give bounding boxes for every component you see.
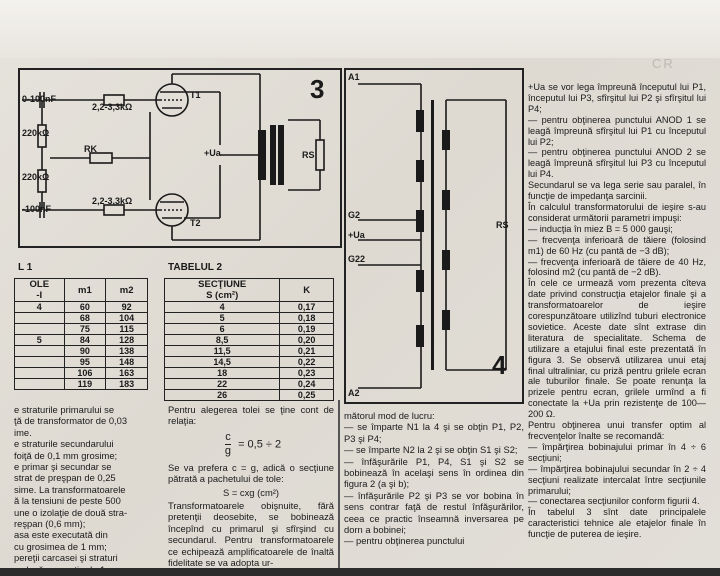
table-2-row xyxy=(165,357,334,368)
formula-section: S = cxg (cm²) xyxy=(223,486,279,498)
table-1-body xyxy=(15,302,148,390)
table-1-cell: 75 xyxy=(64,324,106,335)
col3-line: — se împarte N2 la 2 şi se obţin S1 şi S2; xyxy=(344,444,518,456)
col3-line: — se împarte N1 la 4 şi se obţin P1, P2, P3 şi P4; xyxy=(344,421,524,444)
table-1-cell: 138 xyxy=(106,346,148,357)
table-2-header: K xyxy=(280,279,334,302)
fig4-g22: G22 xyxy=(348,254,366,264)
table-1-header: m1 xyxy=(64,279,106,302)
col3-line: mătorul mod de lucru: xyxy=(344,410,435,421)
table-1-header: m2 xyxy=(106,279,148,302)
formula-ratio xyxy=(168,431,334,458)
fig4-g2: G2 xyxy=(348,210,361,220)
col1-line: ţă de transformator de 0,03 xyxy=(14,415,128,427)
table-2-row xyxy=(165,302,334,313)
top-strip-text: CR xyxy=(652,56,675,71)
table-1-cell: 5 xyxy=(15,335,65,346)
col1-line: pereţii carcasei şi straturi xyxy=(14,552,118,564)
table-2-cell: 26 xyxy=(165,390,280,401)
fig3-res-top: 2,2-3,3kΩ xyxy=(92,102,133,112)
text-column-2 xyxy=(168,404,334,568)
col1-line: e straturile primarului se xyxy=(14,404,115,415)
fig4-ua: +Ua xyxy=(348,230,365,240)
table-2-cell: 22 xyxy=(165,379,280,390)
table-1-cell: 148 xyxy=(106,357,148,368)
table-1-row xyxy=(15,313,148,324)
table-1-cell xyxy=(15,368,65,379)
col4-line: Pentru obţinerea unui transfer optim al frecvenţelor înalte se recomandă: xyxy=(528,420,706,441)
table-1-cell: 163 xyxy=(106,368,148,379)
col3-line: — pentru obţinerea punctului xyxy=(344,535,465,547)
col1-line: reşpan (0,6 mm); xyxy=(14,518,86,530)
text-column-3 xyxy=(344,410,524,547)
fig3-rk: RK xyxy=(84,144,97,154)
table-1-cell xyxy=(15,379,65,390)
col2-paragraph-1: Pentru alegerea tolei se ţine cont de relaţia: xyxy=(168,404,334,427)
fig3-ua: +Ua xyxy=(204,148,221,158)
col4-line: — frecvenţa inferioară de tăiere (folosind m1) de 60 Hz (cu pantă de −3 dB); xyxy=(528,234,706,256)
table-2-row xyxy=(165,368,334,379)
column-divider xyxy=(338,400,340,570)
table-1-cell: 68 xyxy=(64,313,106,324)
table-2-row xyxy=(165,346,334,357)
col1-line: ime. xyxy=(14,426,32,438)
table-2-cell: 5 xyxy=(165,313,280,324)
col3-line: — înfăşurările P2 şi P3 se vor bobina în sens contrar faţă de restul înfăşurărilor, ceea ce practic înseamnă inversarea pe dorn a bobinei; xyxy=(344,489,524,536)
table-1-row xyxy=(15,302,148,313)
table-1-cell: 128 xyxy=(106,335,148,346)
formula-fraction xyxy=(225,431,231,458)
table-2-cell: 6 xyxy=(165,324,280,335)
text-column-1 xyxy=(14,404,150,575)
formula-numerator: c xyxy=(225,430,231,443)
table-1-header: OLE -I xyxy=(15,279,65,302)
fig4-a2: A2 xyxy=(348,388,360,398)
col1-line: ă la tensiuni de peste 500 xyxy=(14,495,121,507)
table-2-row xyxy=(165,335,334,346)
table-1-cell: 104 xyxy=(106,313,148,324)
table-1-row xyxy=(15,357,148,368)
table-2-cell: 0,19 xyxy=(280,324,334,335)
fig3-res-bottom: 2,2-3,3kΩ xyxy=(92,196,133,206)
figure-3-drawing xyxy=(20,70,340,246)
col2-paragraph-3: Transformatoarele obişnuite, fără pretenţii deosebite, se bobinează începînd cu primarul şi sfîrşind cu secundarul. Pentru transformatoarele ce echipează amplificatoarele de înaltă fidelitate se va adopta ur- xyxy=(168,500,334,569)
table-1-cell: 106 xyxy=(64,368,106,379)
fig4-rs: RS xyxy=(496,220,509,230)
col4-line: În calculul transformatorului de ieşire s-au considerat următorii parametri impuşi: xyxy=(528,201,706,223)
table-1-row xyxy=(15,379,148,390)
table-1-cell: 115 xyxy=(106,324,148,335)
table-2-body xyxy=(165,302,334,401)
fig4-a1: A1 xyxy=(348,72,360,82)
col1-line: e straturile secundarului xyxy=(14,438,114,450)
col4-line: În tabelul 3 sînt date principalele caracteristici tehnice ale etajelor finale în funcţie de puterea de ieşire. xyxy=(528,507,706,540)
table-1-cell xyxy=(15,357,65,368)
table-2-cell: 0,20 xyxy=(280,335,334,346)
col4-line: În cele ce urmează vom prezenta cîteva date privind construcţia etajelor finale şi a transformatoarelor de ieşire corespunzătoare utilizînd tuburi electronice sovietice. Aceste date sînt extrase din literatura de specialitate. Schema de utilizare a etajului final este prezentată în figura 3. Se observă utilizarea unui etaj final ultraliniar, cu prizǎ pentru grilele ecran ale tuburilor finale. Se poate renunţa la prizele pentru ecran, grilele urmînd a fi conectate la +Ua prin rezistenţe de 100—200 Ω. xyxy=(528,278,706,420)
table-2-header: SECŢIUNE S (cm²) xyxy=(165,279,280,302)
table-1-cell: 4 xyxy=(15,302,65,313)
table-2-cell: 0,25 xyxy=(280,390,334,401)
fig3-rs: RS xyxy=(302,150,315,160)
table-2-cell: 0,17 xyxy=(280,302,334,313)
table-1-row xyxy=(15,324,148,335)
table-1-row xyxy=(15,346,148,357)
table-2 xyxy=(164,278,334,401)
bottom-rule xyxy=(0,568,720,576)
col4-line: — împărţirea bobinajului primar în 4 ÷ 6 secţiuni; xyxy=(528,441,706,463)
col1-line: cu grosimea de 1 mm; xyxy=(14,540,107,552)
fig3-tube-2: T2 xyxy=(190,218,201,228)
fig3-tube-1: T1 xyxy=(190,90,201,100)
table-2-row xyxy=(165,324,334,335)
table-1-cell: 90 xyxy=(64,346,106,357)
table-2-cell: 0,21 xyxy=(280,346,334,357)
top-strip xyxy=(0,0,720,58)
col2-paragraph-2: Se va prefera c = g, adică o secţiune pătrată a pachetului de tole: xyxy=(168,461,334,485)
formula-denominator: g xyxy=(224,444,231,457)
col1-line: strat de preşpan de 0,25 xyxy=(14,472,116,484)
table-2-cell: 8,5 xyxy=(165,335,280,346)
col4-line: — conectarea secţiunilor conform figurii 4. xyxy=(528,496,700,507)
table-1-cell: 95 xyxy=(64,357,106,368)
figure-3-schematic xyxy=(18,68,342,248)
table-1-cell xyxy=(15,324,65,335)
table-1-cell xyxy=(15,313,65,324)
fig3-cap-bottom: -100nF xyxy=(22,204,52,214)
table-2-cell: 14,5 xyxy=(165,357,280,368)
table-2-cell: 4 xyxy=(165,302,280,313)
table-1-cell: 60 xyxy=(64,302,106,313)
table-2-cell: 0,23 xyxy=(280,368,334,379)
table-2-cell: 0,22 xyxy=(280,357,334,368)
fig3-cap-top: 0-100nF xyxy=(22,94,57,104)
table-1-row xyxy=(15,335,148,346)
table-1-title: L 1 xyxy=(18,262,33,273)
table-1-cell: 183 xyxy=(106,379,148,390)
col4-line: — pentru obţinerea punctului ANOD 2 se leagă împreună sfîrşitul lui P3 cu începutul lui P4. xyxy=(528,147,706,180)
table-2-row xyxy=(165,390,334,401)
table-1 xyxy=(14,278,148,390)
table-2-row xyxy=(165,379,334,390)
figure-3-number: 3 xyxy=(310,74,325,104)
col4-line: — inducţia în miez B = 5 000 gauşi; xyxy=(528,223,673,234)
table-2-cell: 0,24 xyxy=(280,379,334,390)
table-2-cell: 0,18 xyxy=(280,313,334,324)
table-1-cell: 92 xyxy=(106,302,148,313)
col1-line: foiţă de 0,1 mm grosime; xyxy=(14,449,118,461)
col4-line: — împărţirea bobinajului secundar în 2 ÷ 4 secţiuni realizate intercalat între secţiunile primarului; xyxy=(528,463,706,496)
formula-rhs: = 0,5 ÷ 2 xyxy=(238,438,282,451)
col3-line: — înfăşurările P1, P4, S1 şi S2 se bobinează în acelaşi sens în ordinea din figura 2 (a şi b); xyxy=(344,455,524,490)
figure-4-schematic xyxy=(344,68,524,404)
col1-line: une o izolaţie de două stra- xyxy=(14,506,128,518)
col4-line: Secundarul se va lega serie sau paralel, în funcţie de impedanţa sarcinii. xyxy=(528,180,706,202)
col4-line: +Ua se vor lega împreună începutul lui P1, începutul lui P3, sfîrşitul lui P2 şi sfîrşitul lui P4; xyxy=(528,82,706,114)
table-2-cell: 11,5 xyxy=(165,346,280,357)
col4-line: — pentru obţinerea punctului ANOD 1 se leagă împreună sfîrşitul lui P1 cu începutul lui P2; xyxy=(528,114,706,147)
col1-line: e primar şi secundar se xyxy=(14,461,112,473)
text-column-4 xyxy=(528,82,706,540)
fig3-res-left: 220kΩ xyxy=(22,128,50,138)
table-2-title: TABELUL 2 xyxy=(168,262,223,273)
table-1-cell: 119 xyxy=(64,379,106,390)
col4-line: — frecvenţa inferioară de tăiere de 40 Hz, folosind m2 (cu pantă de −2 dB). xyxy=(528,256,706,278)
col1-line: sime. La transformatoarele xyxy=(14,483,126,495)
table-1-cell: 84 xyxy=(64,335,106,346)
figure-4-number: 4 xyxy=(492,350,507,380)
table-2-row xyxy=(165,313,334,324)
table-2-cell: 18 xyxy=(165,368,280,379)
fig3-res-left2: 220kΩ xyxy=(22,172,50,182)
col1-line: asa este executată din xyxy=(14,529,108,541)
table-1-cell xyxy=(15,346,65,357)
table-1-row xyxy=(15,368,148,379)
